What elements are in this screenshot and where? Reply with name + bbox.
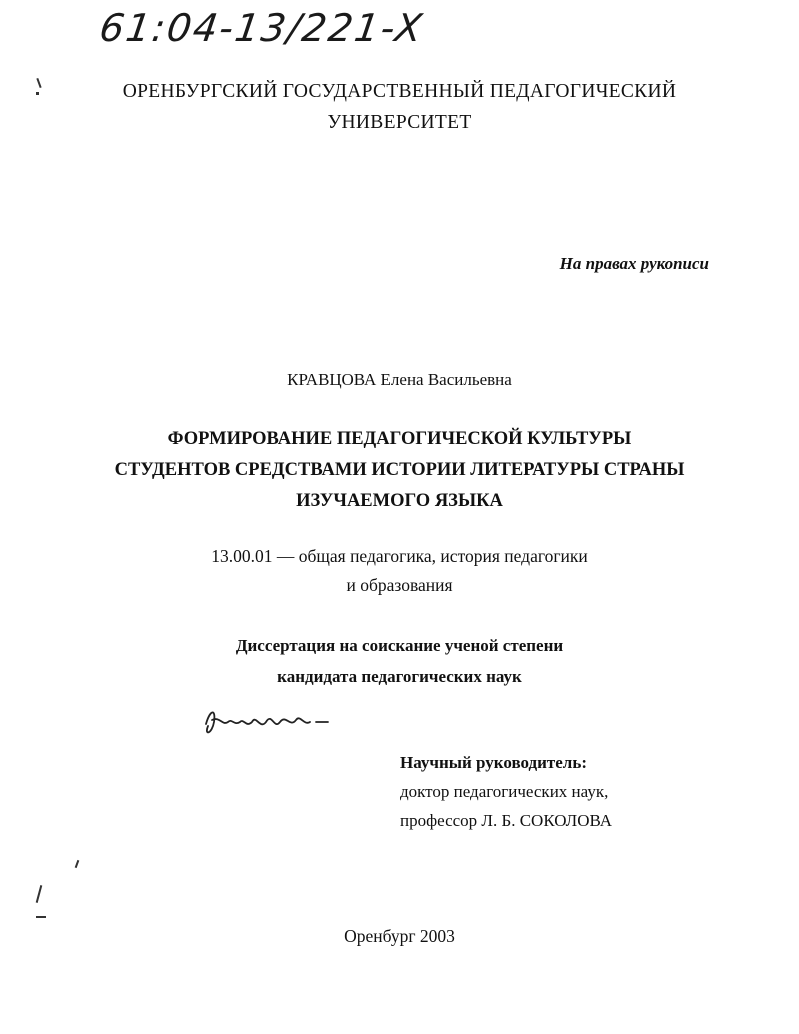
university-line-2: УНИВЕРСИТЕТ xyxy=(327,112,472,133)
university-name xyxy=(0,76,799,138)
title-line-3: ИЗУЧАЕМОГО ЯЗЫКА xyxy=(296,491,503,511)
specialty-line-1: 13.00.01 — общая педагогика, история педагогики xyxy=(211,546,588,566)
degree-line-2: кандидата педагогических наук xyxy=(277,667,522,686)
author-name: КРАВЦОВА Елена Васильевна xyxy=(287,370,512,389)
degree-line-1: Диссертация на соискание ученой степени xyxy=(235,636,564,655)
advisor-heading: Научный руководитель: xyxy=(400,753,587,772)
scan-speck xyxy=(36,885,43,903)
author-signature xyxy=(196,696,346,746)
dissertation-title xyxy=(0,424,799,517)
city-year: Оренбург 2003 xyxy=(344,926,455,946)
handwritten-catalog-code: 61:04-13/221-X xyxy=(96,6,427,50)
degree-statement xyxy=(0,630,799,692)
specialty xyxy=(0,542,799,600)
manuscript-note: На правах рукописи xyxy=(559,254,709,273)
specialty-line-2: и образования xyxy=(346,575,453,595)
university-line-1: ОРЕНБУРГСКИЙ ГОСУДАРСТВЕННЫЙ ПЕДАГОГИЧЕСКИЙ xyxy=(122,81,677,102)
advisor-degree: доктор педагогических наук, xyxy=(400,782,609,801)
title-line-2: СТУДЕНТОВ СРЕДСТВАМИ ИСТОРИИ ЛИТЕРАТУРЫ СТРАНЫ xyxy=(114,460,685,480)
scan-speck xyxy=(75,860,80,868)
scientific-advisor xyxy=(400,748,612,835)
advisor-name: профессор Л. Б. СОКОЛОВА xyxy=(400,811,613,830)
scan-speck xyxy=(36,916,46,918)
title-line-1: ФОРМИРОВАНИЕ ПЕДАГОГИЧЕСКОЙ КУЛЬТУРЫ xyxy=(167,429,632,449)
